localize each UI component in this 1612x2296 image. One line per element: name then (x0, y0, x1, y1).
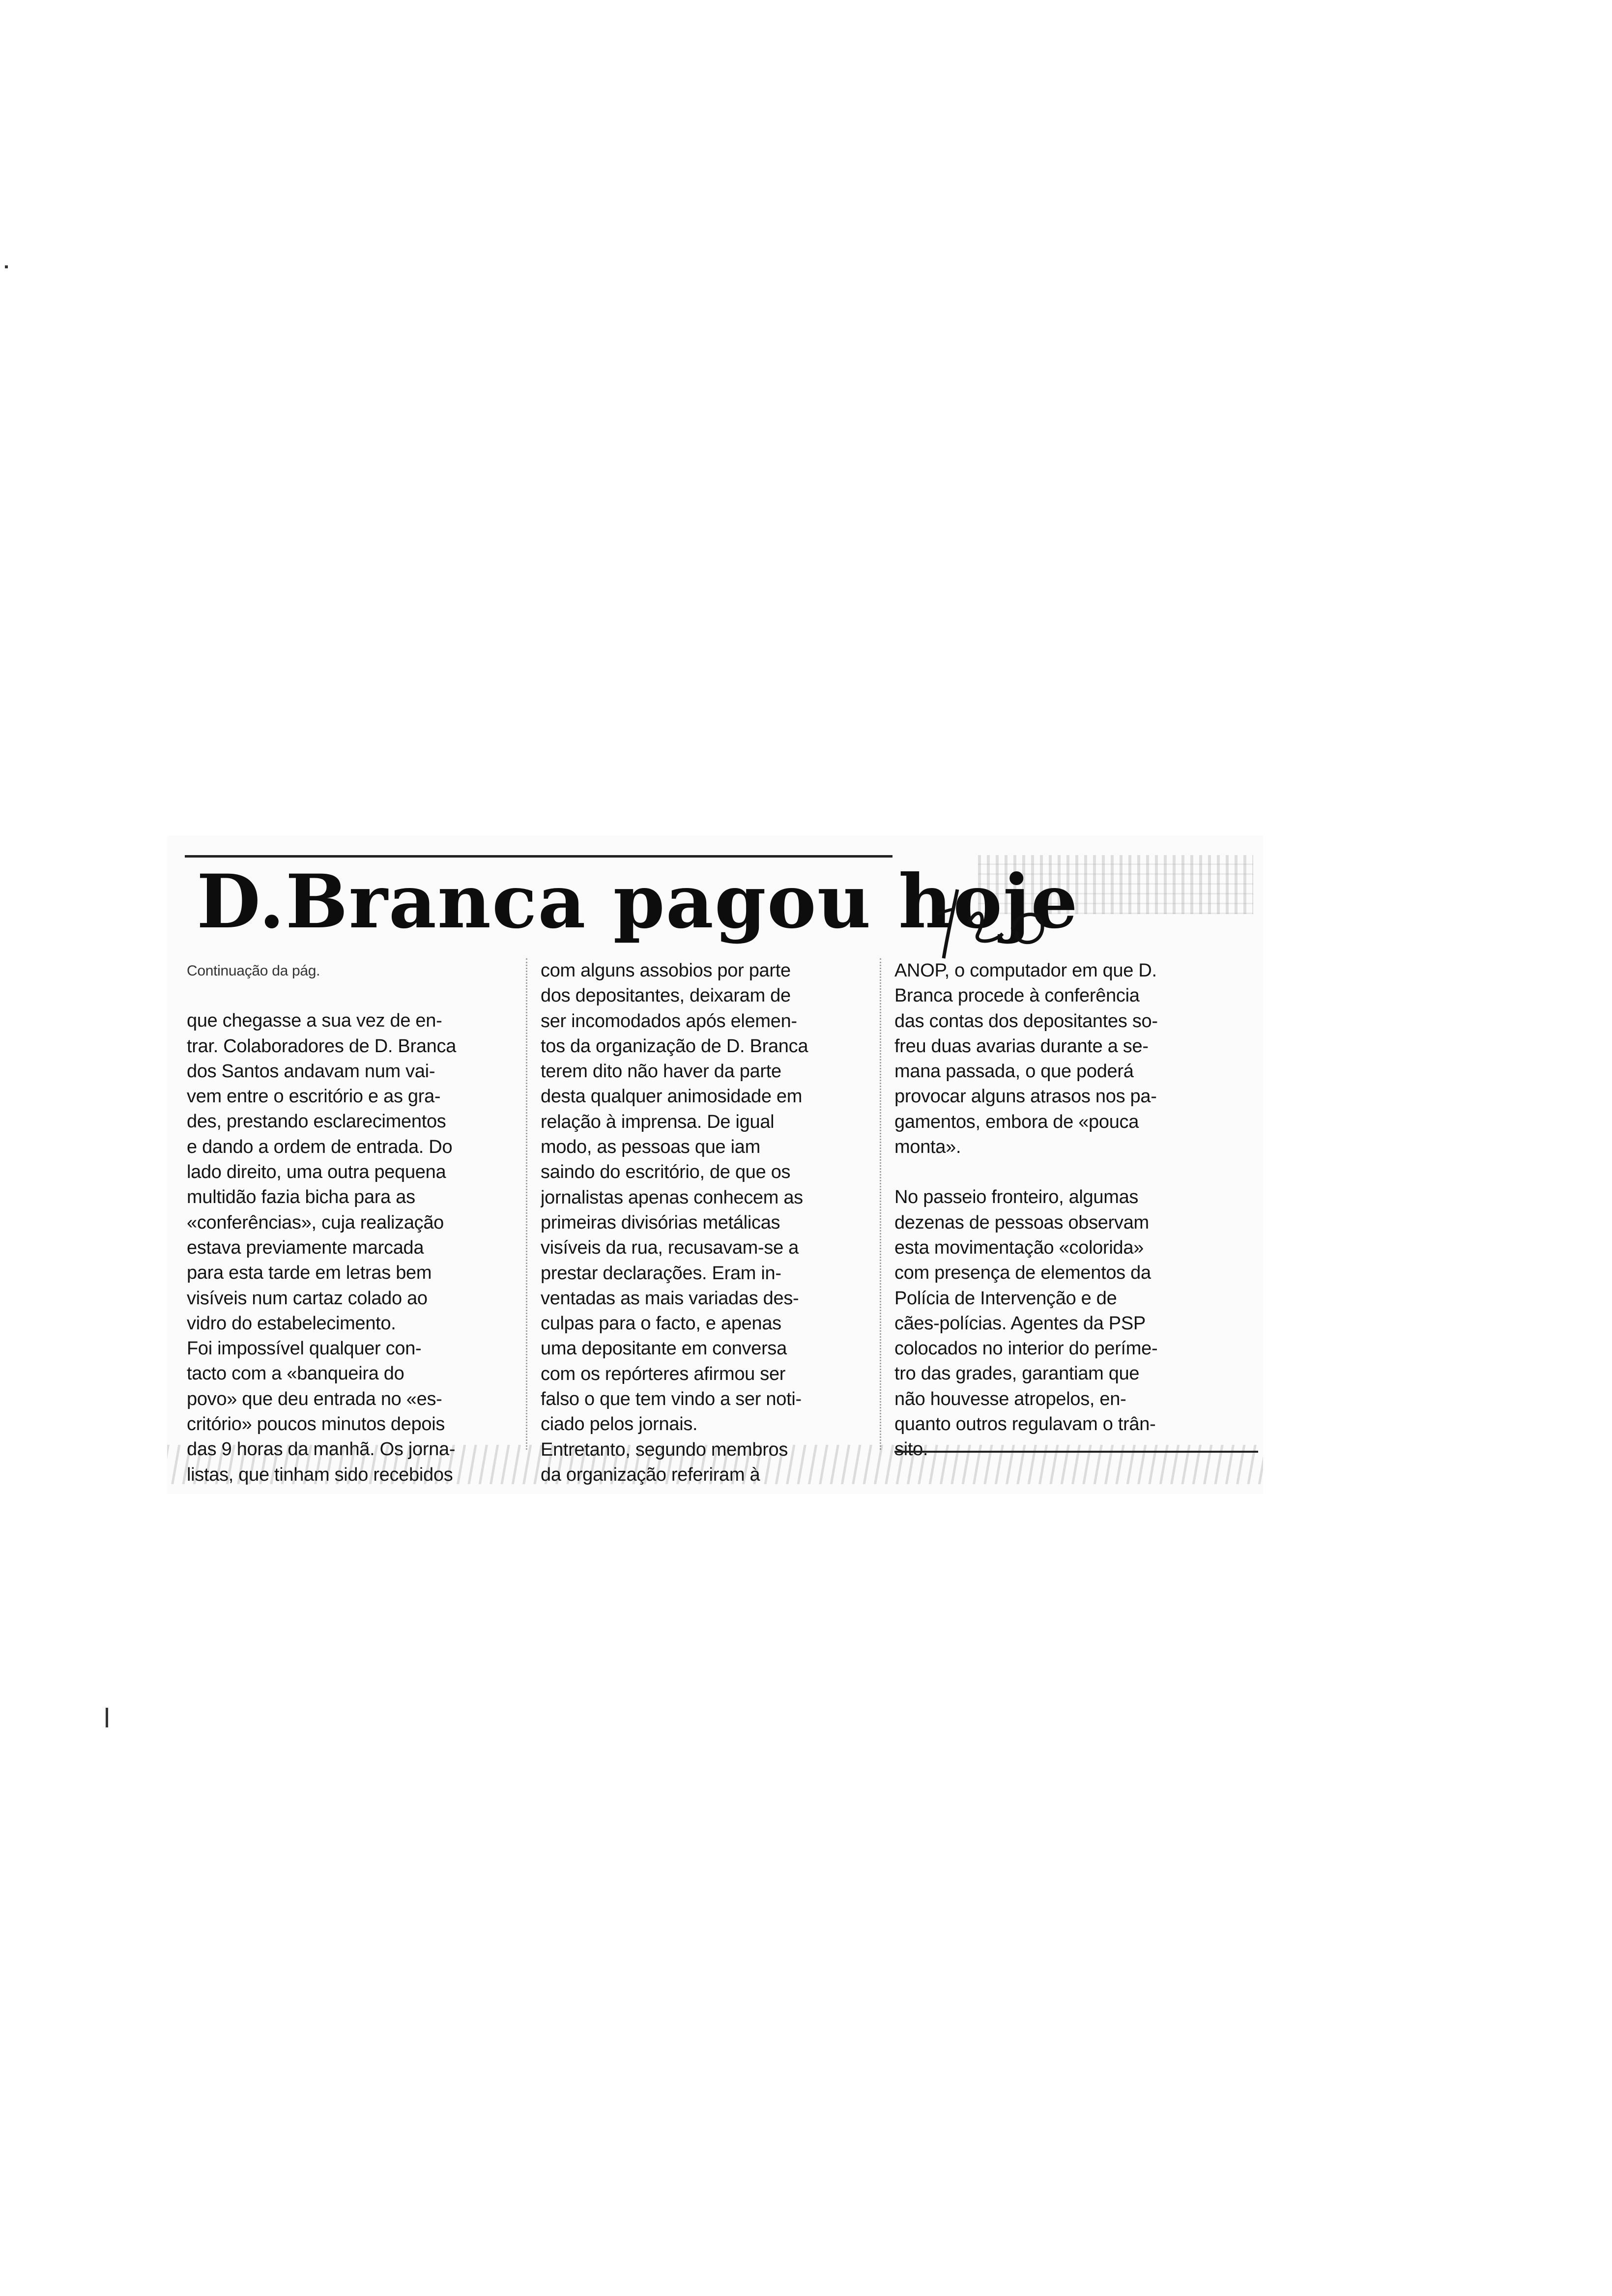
column-1-line: vem entre o escritório e as gra- (187, 1086, 441, 1107)
column-divider (526, 958, 527, 1450)
article-column-2 (541, 958, 860, 1488)
column-2-line: relação à imprensa. De igual (541, 1111, 775, 1132)
column-1-line: des, prestando esclarecimentos (187, 1111, 446, 1132)
scan-speck (106, 1708, 108, 1727)
column-1-line: trar. Colaboradores de D. Branca (187, 1035, 457, 1057)
column-1-line: multidão fazia bicha para as (187, 1187, 415, 1208)
column-1-line: «conferências», cuja realização (187, 1212, 444, 1233)
column-2-line: dos depositantes, deixaram de (541, 985, 791, 1006)
column-1-line: Foi impossível qualquer con- (187, 1338, 422, 1359)
column-3-line: colocados no interior do períme- (894, 1338, 1158, 1359)
column-1-line: tacto com a «banqueira do (187, 1363, 404, 1384)
bottom-rule (894, 1451, 1258, 1453)
column-2-line: culpas para o facto, e apenas (541, 1313, 781, 1334)
headline: D.Branca pagou hoje (197, 859, 1079, 945)
column-2-line: tos da organização de D. Branca (541, 1035, 808, 1057)
column-3-line: quanto outros regulavam o trân- (894, 1414, 1156, 1435)
column-3-line: ANOP, o computador em que D. (894, 960, 1157, 981)
column-2-line: com alguns assobios por parte (541, 960, 791, 981)
column-3-line: não houvesse atropelos, en- (894, 1388, 1126, 1409)
column-2-line: falso o que tem vindo a ser noti- (541, 1389, 802, 1410)
column-3-line: Polícia de Intervenção e de (894, 1288, 1117, 1309)
column-1-line: das 9 horas da manhã. Os jorna- (187, 1439, 456, 1460)
column-3-line: Branca procede à conferência (894, 985, 1140, 1006)
column-3-line: dezenas de pessoas observam (894, 1212, 1149, 1233)
column-3-line: monta». (894, 1137, 961, 1158)
column-3-line: No passeio fronteiro, algumas (894, 1187, 1139, 1208)
column-3-line: das contas dos depositantes so- (894, 1010, 1158, 1032)
column-1-line: listas, que tinham sido recebidos (187, 1464, 453, 1485)
column-1-line: e dando a ordem de entrada. Do (187, 1136, 453, 1157)
article-column-3 (894, 958, 1214, 1463)
column-2-line: modo, as pessoas que iam (541, 1137, 760, 1158)
column-1-line: que chegasse a sua vez de en- (187, 1010, 442, 1032)
article-column-1 (187, 958, 506, 1488)
column-2-line: jornalistas apenas conhecem as (541, 1187, 803, 1208)
column-3-line: tro das grades, garantiam que (894, 1363, 1140, 1384)
column-2-line: Entretanto, segundo membros (541, 1439, 788, 1460)
scan-speck (5, 265, 8, 268)
column-1-line: povo» que deu entrada no «es- (187, 1388, 442, 1409)
column-1-line: vidro do estabelecimento. (187, 1313, 396, 1334)
column-2-line: uma depositante em conversa (541, 1338, 787, 1359)
column-2-line: da organização referiram à (541, 1464, 760, 1485)
column-1-line: critório» poucos minutos depois (187, 1414, 445, 1435)
column-2-line: saindo do escritório, de que os (541, 1162, 791, 1183)
column-1-line: lado direito, uma outra pequena (187, 1162, 446, 1183)
handwritten-annotation (934, 885, 1081, 963)
column-divider (880, 958, 881, 1450)
column-1-line: visíveis num cartaz colado ao (187, 1288, 428, 1309)
column-2-line: visíveis da rua, recusavam-se a (541, 1237, 799, 1259)
column-3-line: gamentos, embora de «pouca (894, 1111, 1139, 1132)
column-3-line: com presença de elementos da (894, 1263, 1151, 1284)
column-2-line: prestar declarações. Eram in- (541, 1263, 781, 1284)
column-1-line: dos Santos andavam num vai- (187, 1061, 435, 1082)
column-3-line: cães-polícias. Agentes da PSP (894, 1313, 1146, 1334)
column-2-line: desta qualquer animosidade em (541, 1086, 803, 1107)
column-3-line: mana passada, o que poderá (894, 1061, 1134, 1082)
continuation-note: Continuação da pág. (187, 963, 320, 979)
column-1-line: para esta tarde em letras bem (187, 1263, 432, 1284)
top-rule (185, 855, 892, 858)
column-2-line: primeiras divisórias metálicas (541, 1212, 780, 1233)
column-1-line: estava previamente marcada (187, 1237, 424, 1258)
column-2-line: terem dito não haver da parte (541, 1061, 781, 1082)
column-3-line: sito. (894, 1439, 928, 1460)
newspaper-clipping (167, 835, 1263, 1494)
column-2-line: ciado pelos jornais. (541, 1414, 698, 1435)
column-2-line: ser incomodados após elemen- (541, 1010, 797, 1032)
column-2-line: com os repórteres afirmou ser (541, 1363, 786, 1384)
column-3-line: freu duas avarias durante a se- (894, 1035, 1149, 1057)
column-2-line: ventadas as mais variadas des- (541, 1288, 799, 1309)
column-3-line: esta movimentação «colorida» (894, 1237, 1144, 1258)
column-3-line: provocar alguns atrasos nos pa- (894, 1086, 1157, 1107)
